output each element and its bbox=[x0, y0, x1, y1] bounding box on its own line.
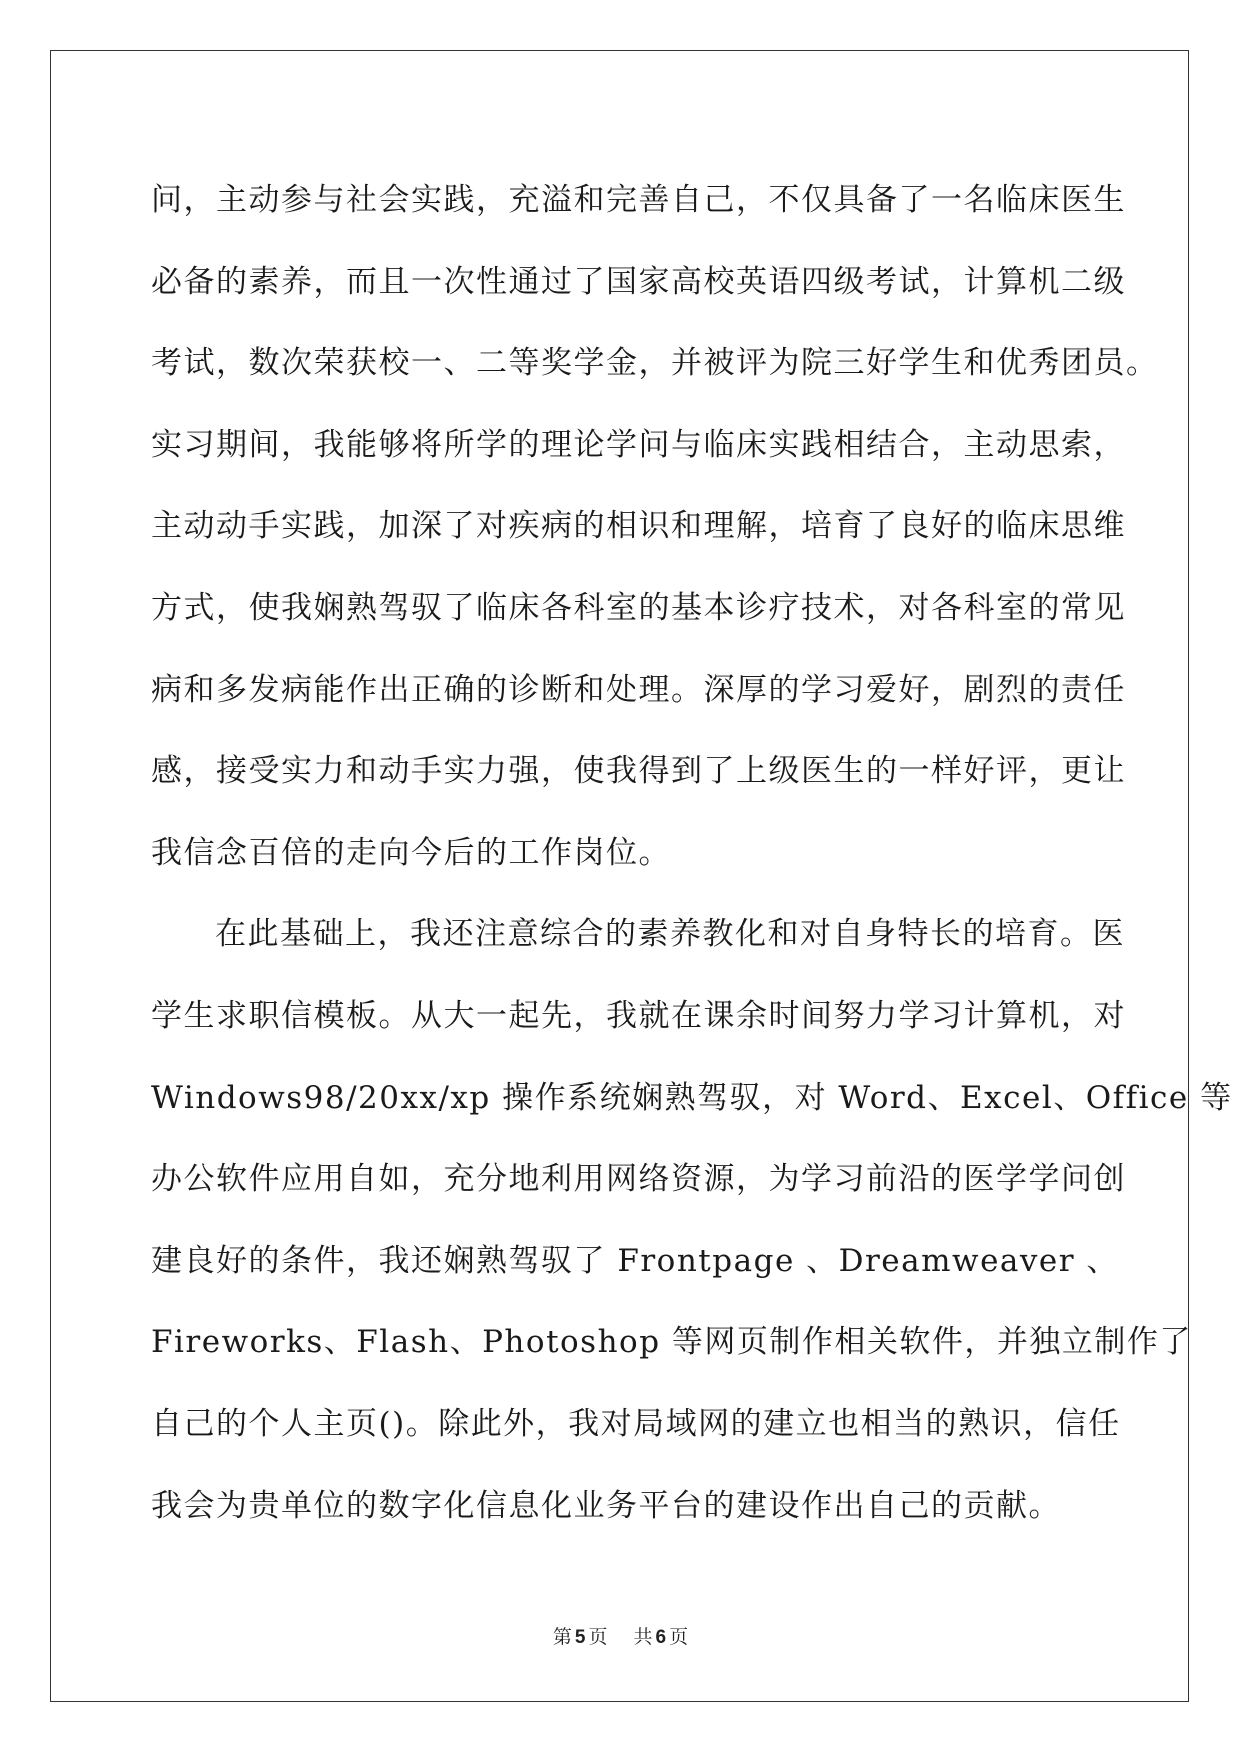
page-number-footer bbox=[0, 1622, 1241, 1649]
text-line: 我信念百倍的走向今后的工作岗位。 bbox=[151, 834, 671, 871]
text-line: 在此基础上，我还注意综合的素养教化和对自身特长的培育。医 bbox=[215, 916, 1125, 953]
page-suffix: 页 bbox=[588, 1626, 608, 1648]
text-line: 必备的素养，而且一次性通过了国家高校英语四级考试，计算机二级 bbox=[151, 263, 1126, 300]
text-line: 主动动手实践，加深了对疾病的相识和理解，培育了良好的临床思维 bbox=[151, 508, 1126, 545]
text-line: 方式，使我娴熟驾驭了临床各科室的基本诊疗技术，对各科室的常见 bbox=[151, 589, 1126, 626]
text-line: Fireworks、Flash、Photoshop 等网页制作相关软件，并独立制作了 bbox=[151, 1324, 1192, 1361]
page-prefix: 第 bbox=[552, 1626, 572, 1648]
total-prefix: 共 bbox=[633, 1626, 653, 1648]
text-line: 感，接受实力和动手实力强，使我得到了上级医生的一样好评，更让 bbox=[151, 753, 1126, 790]
document-body bbox=[151, 160, 1233, 1547]
text-line: 办公软件应用自如，充分地利用网络资源，为学习前沿的医学学问创 bbox=[151, 1161, 1126, 1198]
text-line: 自己的个人主页()。除此外，我对局域网的建立也相当的熟识，信任 bbox=[151, 1405, 1121, 1442]
total-page-number: 6 bbox=[655, 1627, 667, 1648]
text-line: 实习期间，我能够将所学的理论学问与临床实践相结合，主动思索， bbox=[151, 426, 1126, 463]
text-line: 考试，数次荣获校一、二等奖学金，并被评为院三好学生和优秀团员。 bbox=[151, 345, 1159, 382]
text-line: 学生求职信模板。从大一起先，我就在课余时间努力学习计算机，对 bbox=[151, 997, 1126, 1034]
text-line: 我会为贵单位的数字化信息化业务平台的建设作出自己的贡献。 bbox=[151, 1487, 1061, 1524]
total-suffix: 页 bbox=[669, 1626, 689, 1648]
text-line: 病和多发病能作出正确的诊断和处理。深厚的学习爱好，剧烈的责任 bbox=[151, 671, 1126, 708]
text-line: 建良好的条件，我还娴熟驾驭了 Frontpage 、Dreamweaver 、 bbox=[151, 1242, 1119, 1279]
text-line: Windows98/20xx/xp 操作系统娴熟驾驭，对 Word、Excel、Office 等 bbox=[151, 1079, 1233, 1116]
text-line: 问，主动参与社会实践，充溢和完善自己，不仅具备了一名临床医生 bbox=[151, 182, 1126, 218]
current-page-number: 5 bbox=[574, 1627, 586, 1648]
